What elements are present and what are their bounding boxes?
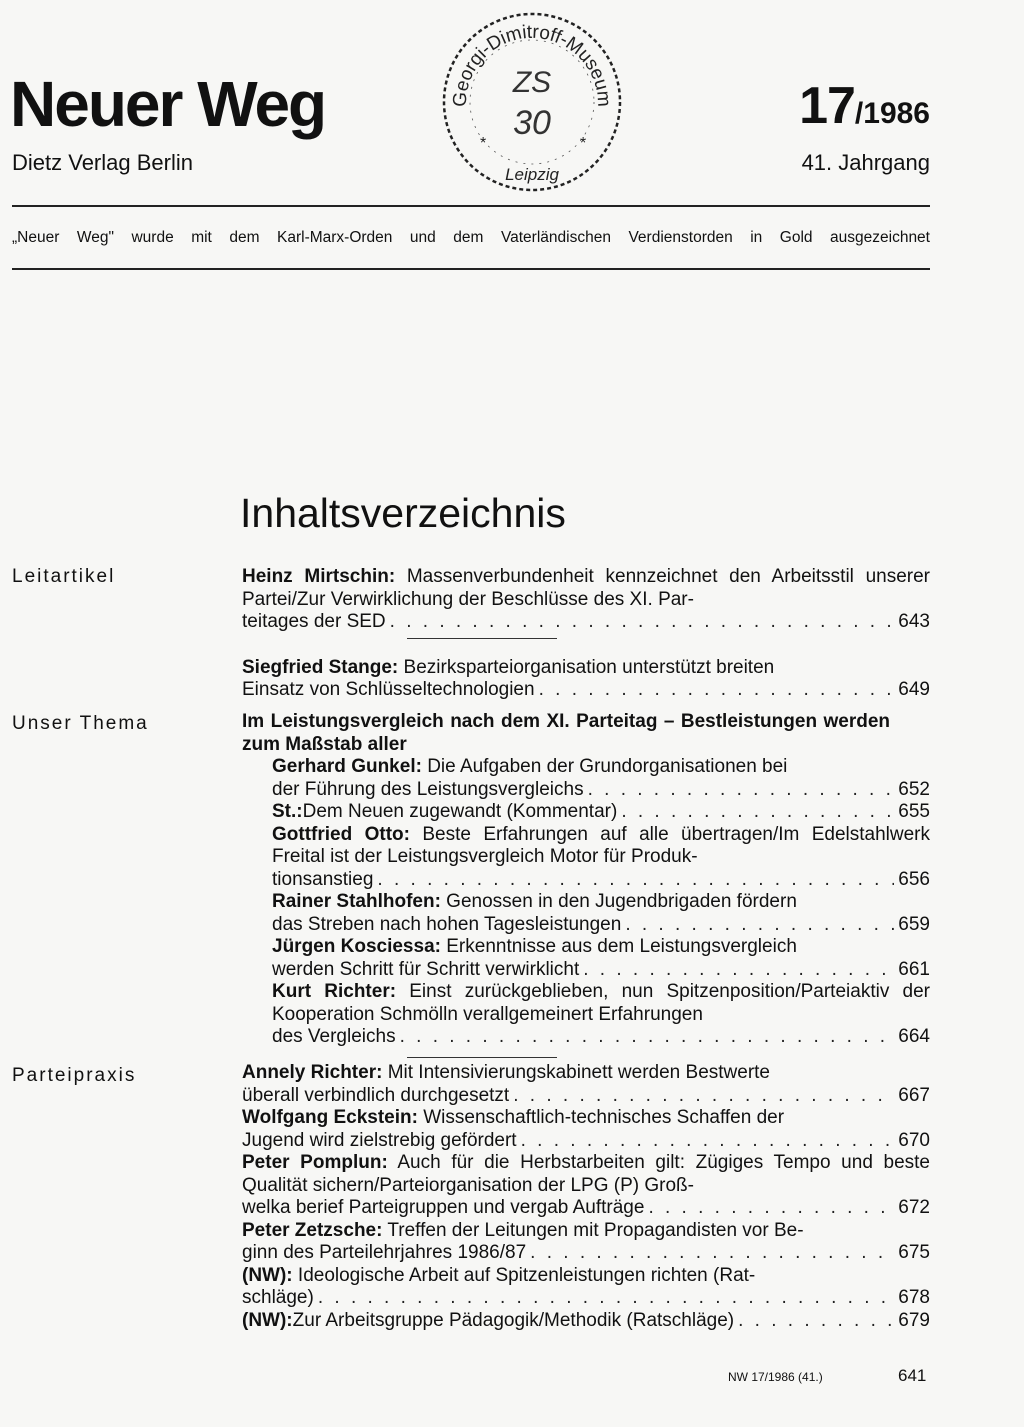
entry-author: Rainer Stahlhofen: — [272, 891, 441, 912]
stamp-star-right: * — [580, 135, 587, 152]
toc-entry[interactable] — [242, 891, 930, 936]
stamp-line-2: 30 — [513, 104, 551, 142]
entry-last-line: überall verbindlich durchgesetzt — [242, 1084, 510, 1106]
leader-dots — [377, 869, 894, 892]
entry-text: Die Aufgaben der Grundorganisationen bei — [421, 756, 788, 777]
stamp-line-1: ZS — [512, 66, 552, 99]
entry-last-line: tionsanstieg — [272, 868, 374, 890]
section-parteipraxis — [242, 1062, 930, 1332]
leader-dots — [521, 1130, 895, 1153]
entry-author: Siegfried Stange: — [242, 656, 399, 678]
leader-dots — [400, 1026, 895, 1049]
toc-entry[interactable] — [242, 801, 930, 824]
separator — [407, 638, 557, 639]
entry-text: Erkenntnisse aus dem Leistungsvergleich — [440, 936, 797, 957]
entry-last-line: das Streben nach hohen Tagesleistungen — [272, 913, 622, 935]
section-label-unser-thema: Unser Thema — [12, 713, 149, 734]
footer-page-number: 641 — [898, 1366, 927, 1385]
entry-author: Peter Pomplun: — [242, 1152, 388, 1173]
toc-entry[interactable] — [242, 981, 930, 1049]
entry-last-line: der Führung des Leistungsvergleichs — [272, 778, 584, 800]
entry-page: 670 — [898, 1129, 930, 1151]
entry-page: 667 — [898, 1084, 930, 1106]
toc-entry[interactable] — [242, 1062, 930, 1107]
toc-entry[interactable] — [242, 1310, 930, 1333]
stamp-bottom-text: Leipzig — [505, 165, 559, 184]
entry-author: Gottfried Otto: — [272, 823, 410, 845]
section-label-leitartikel: Leitartikel — [12, 566, 116, 587]
entry-last-line: schläge) — [242, 1287, 314, 1308]
leader-dots — [588, 779, 895, 802]
issue-num: 17 — [799, 77, 855, 135]
entry-author: St.: — [272, 801, 303, 822]
footer-reference: NW 17/1986 (41.) — [728, 1370, 823, 1384]
entry-page: 672 — [898, 1197, 930, 1218]
entry-page: 656 — [898, 868, 930, 890]
toc-entry[interactable] — [242, 824, 930, 892]
toc-entry[interactable] — [242, 936, 930, 981]
toc-entry[interactable] — [242, 1152, 930, 1220]
entry-last-line: Dem Neuen zugewandt (Kommentar) — [302, 801, 618, 822]
entry-text: Ideologische Arbeit auf Spitzenleistungen richten (Rat- — [292, 1264, 756, 1286]
award-line: „Neuer Weg" wurde mit dem Karl-Marx-Orden und dem Vaterländischen Verdienstorden in Gold ausgezeichnet — [12, 229, 930, 246]
entry-text: Mit Intensivierungskabinett werden Bestwerte — [382, 1062, 771, 1083]
entry-author: (NW): — [242, 1264, 293, 1286]
leader-dots — [513, 1085, 894, 1108]
leader-dots — [583, 959, 894, 982]
entry-page: 678 — [898, 1287, 930, 1308]
museum-stamp — [440, 10, 624, 194]
entry-last-line: Einsatz von Schlüsseltechnologien — [242, 679, 535, 700]
issue-number — [799, 77, 930, 135]
leader-dots — [625, 914, 894, 937]
entry-text: Wissenschaftlich-technisches Schaffen der — [417, 1107, 785, 1128]
entry-page: 643 — [898, 611, 930, 632]
entry-page: 652 — [898, 778, 930, 800]
issue-year: /1986 — [854, 97, 930, 130]
toc-entry[interactable] — [242, 566, 930, 634]
entry-author: Heinz Mirtschin: — [242, 566, 396, 587]
leader-dots — [539, 679, 895, 702]
entry-author: Jürgen Kosciessa: — [272, 936, 441, 957]
second-rule — [12, 268, 930, 270]
toc-entry[interactable] — [242, 657, 930, 702]
section-unser-thema — [242, 711, 930, 1066]
entry-last-line: Jugend wird zielstrebig gefördert — [242, 1129, 517, 1151]
entry-last-line: des Vergleichs — [272, 1026, 396, 1047]
entry-last-line: welka berief Parteigruppen und vergab Aufträge — [242, 1197, 645, 1218]
leader-dots — [738, 1310, 894, 1333]
entry-page: 675 — [898, 1242, 930, 1263]
section-leitartikel — [242, 566, 930, 702]
section-label-parteipraxis: Parteipraxis — [12, 1065, 137, 1086]
toc-entry[interactable] — [242, 756, 930, 801]
entry-text: Bezirksparteiorganisation unterstützt breiten — [398, 656, 775, 678]
leader-dots — [530, 1242, 894, 1265]
entry-author: Annely Richter: — [242, 1062, 383, 1083]
entry-page: 659 — [898, 913, 930, 935]
entry-page: 655 — [898, 801, 930, 822]
entry-last-line: werden Schritt für Schritt verwirklicht — [272, 958, 580, 980]
entry-text: Einst zurückgeblieben, nun Spitzenposition/Parteiaktiv der Kooperation Schmölln verallgemeinert Erfahrungen — [272, 981, 930, 1025]
entry-last-line: ginn des Parteilehrjahres 1986/87 — [242, 1242, 527, 1263]
entry-text: Auch für die Herbstarbeiten gilt: Zügiges Tempo und beste Qualität sichern/Parteiorganisation der LPG (P) Groß- — [242, 1152, 931, 1196]
entry-text: Massenverbundenheit kennzeichnet den Arbeitsstil unserer Partei/Zur Verwirklichung der Beschlüsse des XI. Par- — [242, 566, 931, 610]
stamp-star-left: * — [480, 135, 487, 152]
entry-page: 679 — [898, 1309, 930, 1331]
entry-author: Peter Zetzsche: — [242, 1219, 383, 1241]
magazine-title: Neuer Weg — [10, 68, 326, 140]
entry-text: Treffen der Leitungen mit Propagandisten vor Be- — [382, 1219, 804, 1241]
entry-page: 664 — [898, 1026, 930, 1047]
toc-entry[interactable] — [242, 1220, 930, 1265]
entry-last-line: Zur Arbeitsgruppe Pädagogik/Methodik (Ratschläge) — [292, 1309, 735, 1331]
entry-last-line: teitages der SED — [242, 611, 386, 632]
entry-text: Genossen in den Jugendbrigaden fördern — [440, 891, 797, 912]
entry-author: Gerhard Gunkel: — [272, 756, 422, 777]
leader-dots — [318, 1287, 894, 1310]
separator — [407, 1057, 557, 1058]
volume: 41. Jahrgang — [801, 150, 930, 175]
publisher: Dietz Verlag Berlin — [12, 150, 193, 175]
entry-text: Beste Erfahrungen auf alle übertragen/Im Edelstahlwerk Freital ist der Leistungsvergleich Motor für Produk- — [272, 823, 930, 867]
leader-dots — [621, 801, 894, 824]
entry-page: 661 — [898, 958, 930, 980]
leader-dots — [390, 611, 895, 634]
leader-dots — [648, 1197, 894, 1220]
toc-entry[interactable] — [242, 1265, 930, 1310]
entry-author: Wolfgang Eckstein: — [242, 1107, 418, 1128]
toc-entry[interactable] — [242, 1107, 930, 1152]
toc-heading: Inhaltsverzeichnis — [240, 490, 566, 536]
stamp-arc-text: Georgi-Dimitroff-Museum — [449, 21, 615, 108]
entry-author: (NW): — [242, 1309, 293, 1331]
entry-page: 649 — [898, 679, 930, 700]
theme-heading: Im Leistungsvergleich nach dem XI. Parteitag – Bestleistungen werden zum Maßstab aller — [242, 711, 890, 755]
entry-author: Kurt Richter: — [272, 981, 397, 1002]
top-rule — [12, 205, 930, 207]
